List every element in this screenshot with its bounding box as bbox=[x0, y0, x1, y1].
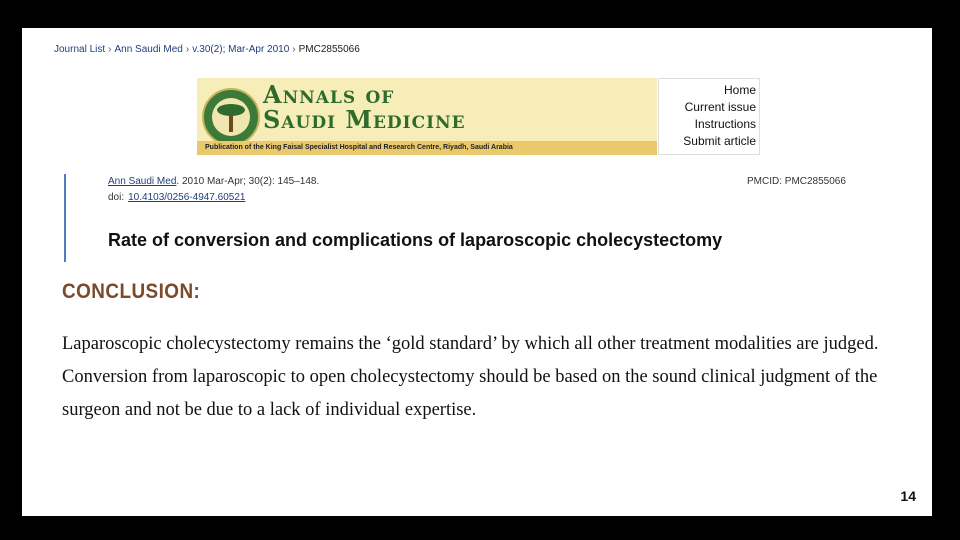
breadcrumb bbox=[54, 44, 360, 55]
slide bbox=[22, 28, 932, 516]
article-accent-bar bbox=[64, 174, 66, 262]
breadcrumb-separator: › bbox=[292, 44, 296, 55]
slide-page-number: 14 bbox=[900, 488, 916, 504]
breadcrumb-item-journal[interactable]: Ann Saudi Med bbox=[114, 44, 183, 55]
citation-journal-link[interactable]: Ann Saudi Med bbox=[108, 176, 177, 187]
journal-nav bbox=[658, 78, 760, 155]
citation bbox=[108, 176, 319, 187]
breadcrumb-separator: › bbox=[108, 44, 112, 55]
breadcrumb-item-issue[interactable]: v.30(2); Mar-Apr 2010 bbox=[192, 44, 290, 55]
doi-label: doi: bbox=[108, 192, 125, 203]
breadcrumb-item-journal-list[interactable]: Journal List bbox=[54, 44, 106, 55]
conclusion-text: Laparoscopic cholecystectomy remains the ‘gold standard’ by which all other treatment modalities are judged. Conversion from laparoscopic to open cholecystectomy should be based on the sound clinical judgment of the surgeon and not be due to a lack of individual expertise. bbox=[62, 334, 879, 420]
nav-instructions-link[interactable]: Instructions bbox=[694, 117, 756, 131]
article-title: Rate of conversion and complications of laparoscopic cholecystectomy bbox=[108, 230, 723, 250]
journal-title-line1: Annals of bbox=[263, 80, 395, 109]
screenshot-cut bbox=[22, 262, 932, 272]
journal-banner[interactable] bbox=[197, 78, 657, 155]
breadcrumb-separator: › bbox=[185, 44, 190, 55]
nav-submit-article-link[interactable]: Submit article bbox=[683, 134, 756, 148]
nav-home-link[interactable]: Home bbox=[723, 83, 756, 97]
journal-title-line2: Saudi Medicine bbox=[263, 105, 466, 134]
conclusion-heading: CONCLUSION: bbox=[62, 280, 201, 303]
doi-link[interactable]: 10.4103/0256-4947.60521 bbox=[128, 192, 246, 203]
doi bbox=[108, 192, 245, 203]
breadcrumb-current: PMC2855066 bbox=[298, 44, 360, 55]
citation-details: . 2010 Mar-Apr; 30(2): 145–148. bbox=[176, 176, 320, 187]
journal-seal-icon bbox=[202, 88, 260, 146]
journal-title bbox=[263, 82, 466, 132]
publication-note: Publication of the King Faisal Specialist Hospital and Research Centre, Riyadh, Saudi Arabia bbox=[197, 141, 657, 155]
pmcid: PMCID: PMC2855066 bbox=[747, 176, 846, 187]
nav-current-issue-link[interactable]: Current issue bbox=[684, 100, 756, 114]
